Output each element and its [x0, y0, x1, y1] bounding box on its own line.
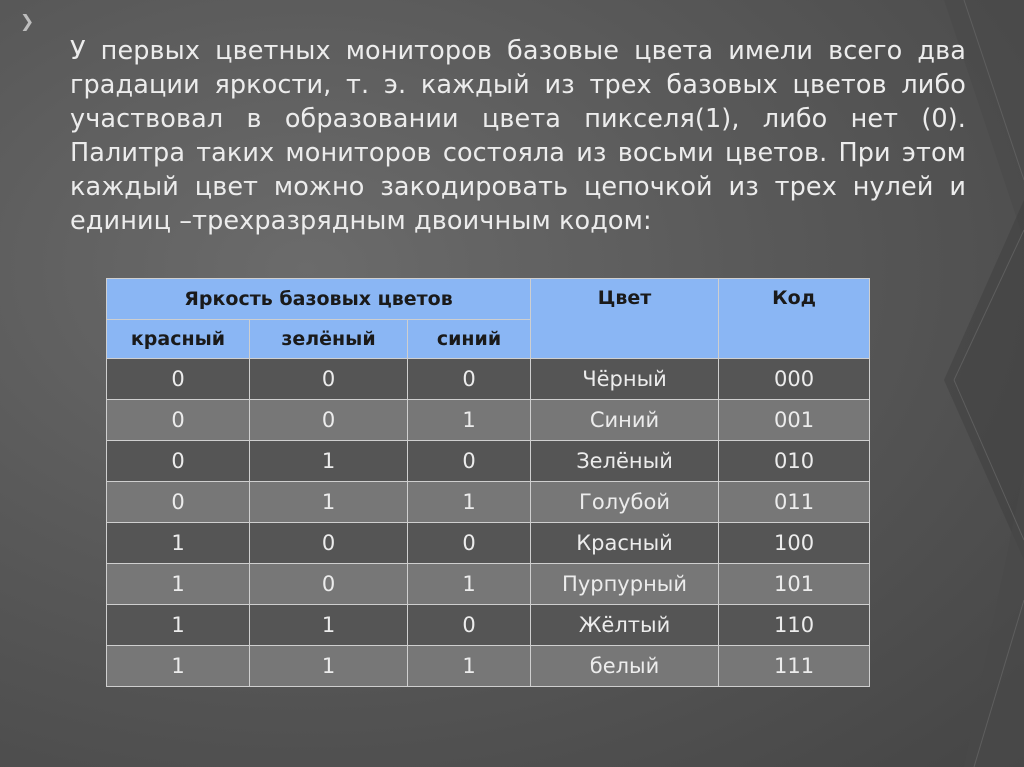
cell-code: 110	[719, 605, 870, 646]
cell-red: 1	[107, 646, 250, 687]
header-blue: синий	[408, 320, 531, 359]
header-red: красный	[107, 320, 250, 359]
cell-blue: 0	[408, 441, 531, 482]
cell-green: 0	[250, 400, 408, 441]
cell-red: 1	[107, 523, 250, 564]
cell-blue: 0	[408, 523, 531, 564]
cell-green: 1	[250, 441, 408, 482]
cell-green: 1	[250, 482, 408, 523]
intro-text: У первых цветных мониторов базовые цвета имели всего два градации яркости, т. э. каждый из трех базовых цветов либо участвовал в образовании цвета пикселя(1), либо нет (0). Палитра таких мониторов состояла из восьми цветов. При этом каждый цвет можно закодировать цепочкой из трех нулей и единиц –трехразрядным двоичным кодом:	[70, 36, 966, 236]
header-green: зелёный	[250, 320, 408, 359]
table-row	[107, 564, 870, 605]
cell-red: 0	[107, 359, 250, 400]
cell-color: Чёрный	[531, 359, 719, 400]
cell-blue: 0	[408, 359, 531, 400]
cell-red: 1	[107, 605, 250, 646]
cell-code: 001	[719, 400, 870, 441]
cell-red: 0	[107, 482, 250, 523]
table-row	[107, 359, 870, 400]
cell-color: Красный	[531, 523, 719, 564]
cell-red: 1	[107, 564, 250, 605]
cell-green: 0	[250, 523, 408, 564]
cell-code: 010	[719, 441, 870, 482]
cell-blue: 1	[408, 482, 531, 523]
color-code-table-wrap	[106, 278, 869, 687]
cell-color: Пурпурный	[531, 564, 719, 605]
cell-color: Зелёный	[531, 441, 719, 482]
cell-green: 0	[250, 359, 408, 400]
table-row	[107, 482, 870, 523]
chevron-right-icon: ❯	[20, 12, 35, 32]
header-color: Цвет	[531, 279, 719, 359]
cell-color: белый	[531, 646, 719, 687]
intro-paragraph	[70, 34, 966, 238]
table-row	[107, 523, 870, 564]
cell-color: Жёлтый	[531, 605, 719, 646]
cell-code: 101	[719, 564, 870, 605]
color-code-table	[106, 278, 870, 687]
table-row	[107, 441, 870, 482]
header-code: Код	[719, 279, 870, 359]
cell-code: 011	[719, 482, 870, 523]
cell-code: 000	[719, 359, 870, 400]
cell-color: Голубой	[531, 482, 719, 523]
cell-blue: 1	[408, 400, 531, 441]
table-header-row	[107, 279, 870, 320]
cell-blue: 1	[408, 646, 531, 687]
table-row	[107, 646, 870, 687]
cell-code: 100	[719, 523, 870, 564]
cell-code: 111	[719, 646, 870, 687]
cell-blue: 0	[408, 605, 531, 646]
header-brightness: Яркость базовых цветов	[107, 279, 531, 320]
cell-green: 1	[250, 605, 408, 646]
cell-green: 1	[250, 646, 408, 687]
cell-red: 0	[107, 441, 250, 482]
table-row	[107, 400, 870, 441]
table-row	[107, 605, 870, 646]
cell-red: 0	[107, 400, 250, 441]
cell-green: 0	[250, 564, 408, 605]
cell-blue: 1	[408, 564, 531, 605]
cell-color: Синий	[531, 400, 719, 441]
